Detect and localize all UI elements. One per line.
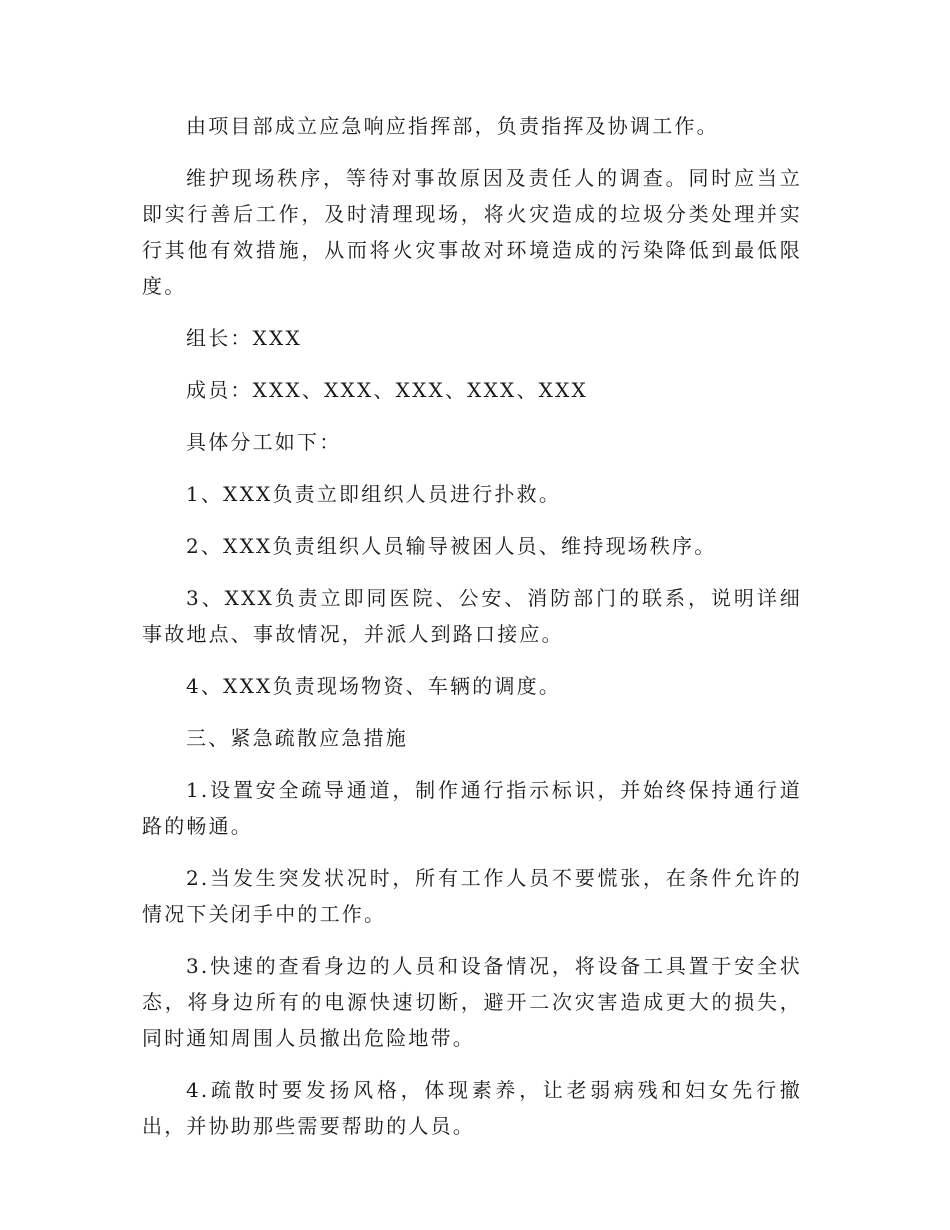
paragraph-duty-4: 4、XXX负责现场物资、车辆的调度。 — [186, 674, 562, 698]
paragraph-duty-1: 1、XXX负责立即组织人员进行扑救。 — [186, 482, 562, 506]
paragraph-duty-3: 3、XXX负责立即同医院、公安、消防部门的联系，说明详细事故地点、事故情况，并派人到路口接应。 — [142, 586, 802, 646]
paragraph-duty-2: 2、XXX负责组织人员输导被困人员、维持现场秩序。 — [186, 534, 717, 558]
paragraph-division-heading: 具体分工如下： — [186, 430, 342, 454]
section-heading-evacuation: 三、紧急疏散应急措施 — [186, 726, 408, 750]
document-body — [142, 108, 802, 1160]
paragraph-team-leader: 组长：XXX — [186, 326, 302, 350]
paragraph-command-center: 由项目部成立应急响应指挥部，负责指挥及协调工作。 — [186, 114, 719, 138]
paragraph-measure-1: 1.设置安全疏导通道，制作通行指示标识，并始终保持通行道路的畅通。 — [142, 778, 802, 838]
paragraph-team-members: 成员：XXX、XXX、XXX、XXX、XXX — [186, 378, 588, 402]
paragraph-site-order: 维护现场秩序，等待对事故原因及责任人的调查。同时应当立即实行善后工作，及时清理现场，将火灾造成的垃圾分类处理并实行其他有效措施，从而将火灾事故对环境造成的污染降低到最低限度。 — [142, 166, 802, 298]
paragraph-measure-4: 4.疏散时要发扬风格，体现素养，让老弱病残和妇女先行撤出，并协助那些需要帮助的人员。 — [142, 1078, 802, 1138]
paragraph-measure-3: 3.快速的查看身边的人员和设备情况，将设备工具置于安全状态，将身边所有的电源快速切断，避开二次灾害造成更大的损失，同时通知周围人员撤出危险地带。 — [142, 954, 802, 1050]
paragraph-measure-2: 2.当发生突发状况时，所有工作人员不要慌张，在条件允许的情况下关闭手中的工作。 — [142, 866, 802, 926]
